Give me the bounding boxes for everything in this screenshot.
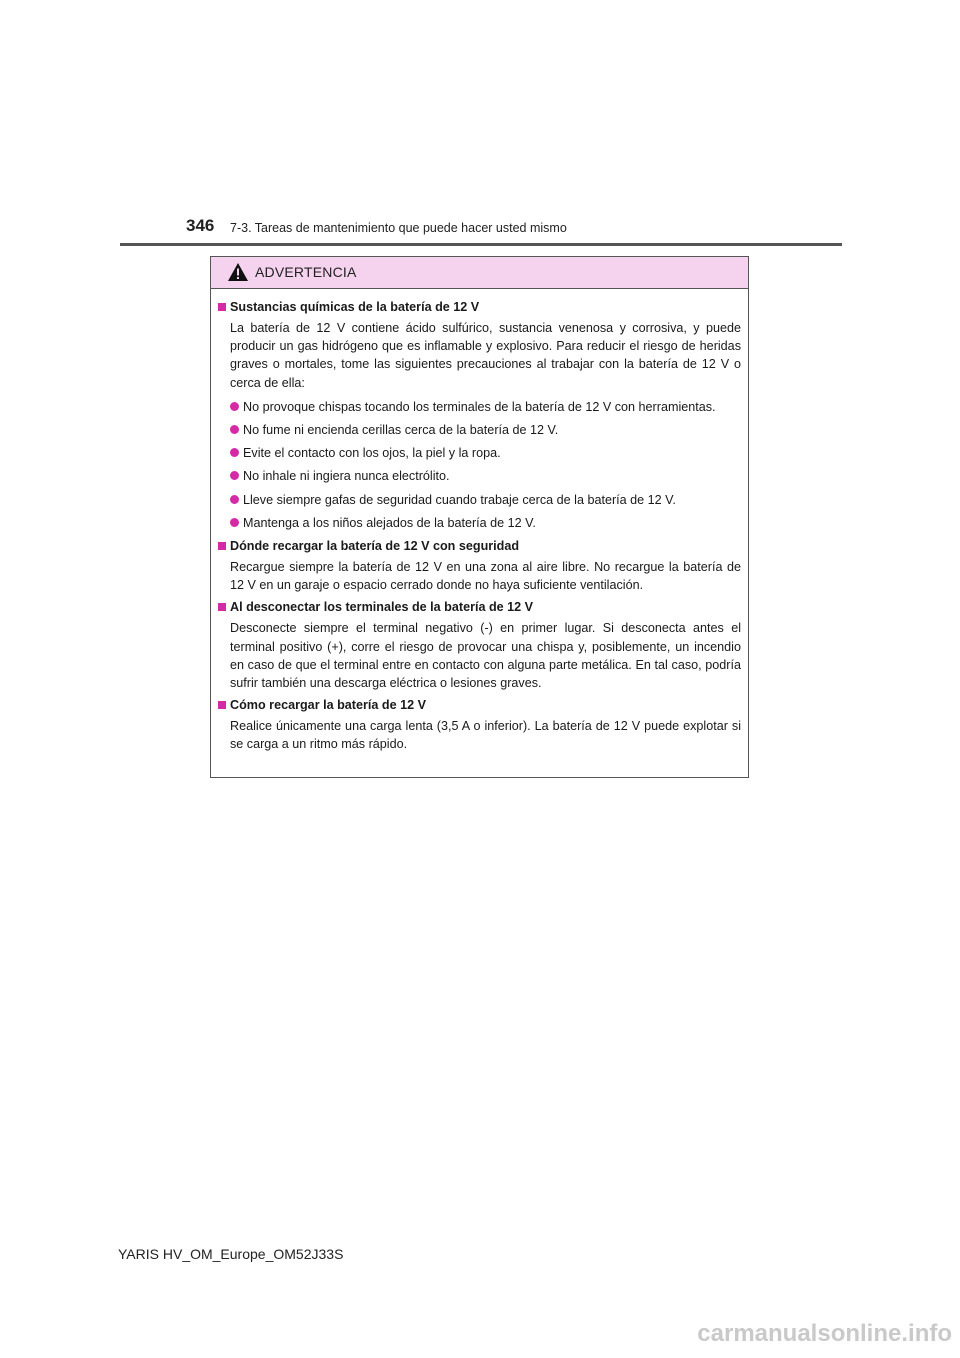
section-heading [218,696,741,715]
watermark: carmanualsonline.info [697,1320,952,1347]
warning-header [211,257,748,289]
dot-bullet-icon [230,448,239,457]
section-heading [218,537,741,556]
section-text: Desconecte siempre el terminal negativo (-) en primer lugar. Si desconecta antes el terminal positivo (+), corre el riesgo de provocar una chispa y, posiblemente, un incendio en caso de que el terminal entre en contacto con alguna parte metálica. En tal caso, podría sufrir también una descarga eléctrica o lesiones graves. [230,621,741,691]
section-heading [218,598,741,617]
warning-title: ADVERTENCIA [255,264,357,280]
list-item-text: No inhale ni ingiera nunca electrólito. [243,469,450,484]
dot-bullet-icon [230,518,239,527]
list-item [230,398,741,416]
warning-section-recharge-location [218,537,741,594]
section-heading-text: Sustancias químicas de la batería de 12 V [230,300,480,314]
list-item [230,467,741,485]
dot-bullet-icon [230,425,239,434]
header-rule [120,243,842,246]
warning-section-how-to-recharge [218,696,741,753]
list-item [230,421,741,439]
square-bullet-icon [218,542,226,550]
section-text: Recargue siempre la batería de 12 V en una zona al aire libre. No recargue la batería de 12 V en un garaje o espacio cerrado donde no haya suficiente ventilación. [230,560,741,593]
section-heading-text: Al desconectar los terminales de la batería de 12 V [230,600,534,615]
square-bullet-icon [218,603,226,611]
list-item-text: No provoque chispas tocando los terminales de la batería de 12 V con herramientas. [243,399,716,414]
warning-section-chemicals [218,298,741,532]
warning-body [211,289,748,754]
square-bullet-icon [218,303,226,311]
list-item [230,444,741,462]
page-number: 346 [186,216,215,235]
square-bullet-icon [218,701,226,709]
section-heading-text: Cómo recargar la batería de 12 V [230,698,426,713]
section-heading-text: Dónde recargar la batería de 12 V con seguridad [230,539,520,554]
section-title: 7-3. Tareas de mantenimiento que puede hacer usted mismo [230,221,567,235]
list-item-text: Mantenga a los niños alejados de la batería de 12 V. [243,515,536,530]
dot-bullet-icon [230,495,239,504]
warning-section-disconnect [218,598,741,692]
dot-bullet-icon [230,471,239,480]
dot-bullet-icon [230,402,239,411]
document-id-footer: YARIS HV_OM_Europe_OM52J33S [118,1246,344,1262]
section-text: Realice únicamente una carga lenta (3,5 A o inferior). La batería de 12 V puede explotar si se carga a un ritmo más rápido. [230,719,741,752]
section-text: La batería de 12 V contiene ácido sulfúrico, sustancia venenosa y corrosiva, y puede producir un gas hidrógeno que es inflamable y explosivo. Para reducir el riesgo de heridas graves o mortales, tome las siguientes precauciones al trabajar con la batería de 12 V o cerca de ella: [230,321,741,390]
warning-box [210,256,749,778]
list-item-text: Lleve siempre gafas de seguridad cuando trabaje cerca de la batería de 12 V. [243,492,676,507]
warning-triangle-icon [227,262,249,282]
list-item-text: No fume ni encienda cerillas cerca de la batería de 12 V. [243,423,559,438]
precautions-list [230,398,741,532]
list-item [230,491,741,509]
list-item [230,514,741,532]
list-item-text: Evite el contacto con los ojos, la piel y la ropa. [243,446,501,461]
section-heading [218,298,741,317]
